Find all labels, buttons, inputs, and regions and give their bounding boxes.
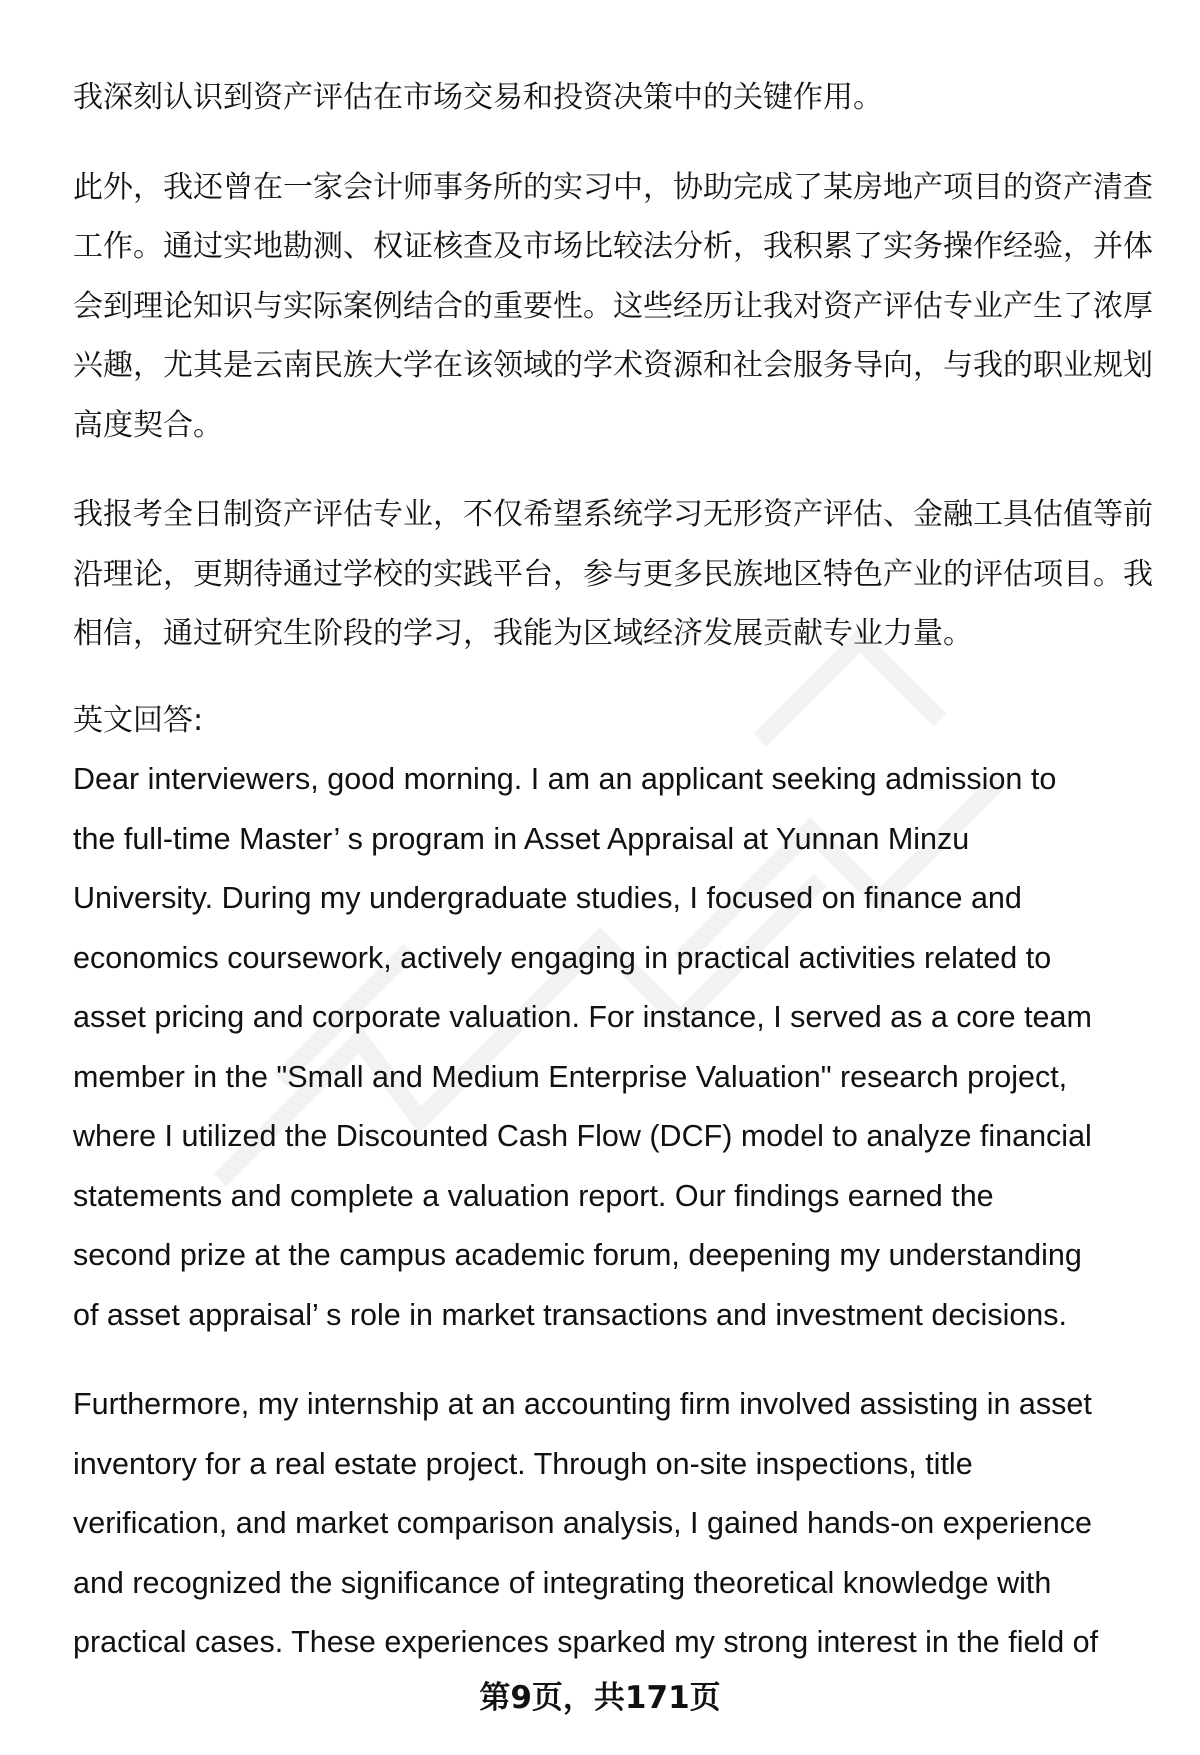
- text-line: University. During my undergraduate studies, I focused on finance and: [73, 881, 1022, 915]
- text-line: practical cases. These experiences sparked my strong interest in the field of: [73, 1625, 1099, 1659]
- text-line: 此外，我还曾在一家会计师事务所的实习中，协助完成了某房地产项目的资产清查: [73, 169, 1153, 205]
- text-line: statements and complete a valuation report. Our findings earned the: [73, 1178, 994, 1213]
- text-line: Dear interviewers, good morning. I am an applicant seeking admission to: [73, 762, 1057, 796]
- text-line: of asset appraisal’ s role in market transactions and investment decisions.: [73, 1297, 1067, 1332]
- text-line: 高度契合。: [73, 407, 223, 443]
- english-answer-label: 英文回答:: [73, 702, 204, 738]
- text-line: 我深刻认识到资产评估在市场交易和投资决策中的关键作用。: [73, 80, 883, 115]
- text-line: 相信，通过研究生阶段的学习，我能为区域经济发展贡献专业力量。: [73, 616, 973, 651]
- text-line: 兴趣，尤其是云南民族大学在该领域的学术资源和社会服务导向，与我的职业规划: [73, 348, 1153, 383]
- paragraph-internship-cn: [73, 158, 1153, 456]
- text-line: and recognized the significance of integrating theoretical knowledge with: [73, 1565, 1052, 1600]
- text-line: 工作。通过实地勘测、权证核查及市场比较法分析，我积累了实务操作经验，并体: [73, 229, 1153, 264]
- text-line: 沿理论，更期待通过学校的实践平台，参与更多民族地区特色产业的评估项目。我: [73, 556, 1153, 592]
- text-line: second prize at the campus academic forum, deepening my understanding: [73, 1238, 1082, 1272]
- text-line: asset pricing and corporate valuation. For instance, I served as a core team: [73, 1000, 1092, 1034]
- page-number-footer: 第9页，共171页: [479, 1680, 721, 1716]
- text-line: 会到理论知识与实际案例结合的重要性。这些经历让我对资产评估专业产生了浓厚: [73, 288, 1153, 324]
- text-line: economics coursework, actively engaging in practical activities related to: [73, 940, 1052, 975]
- text-line: inventory for a real estate project. Through on-site inspections, title: [73, 1446, 973, 1481]
- document-body: [73, 68, 1153, 1673]
- paragraph-goals-cn: [73, 485, 1153, 664]
- text-line: where I utilized the Discounted Cash Flow (DCF) model to analyze financial: [73, 1119, 1092, 1153]
- text-line: 我报考全日制资产评估专业，不仅希望系统学习无形资产评估、金融工具估值等前: [73, 497, 1153, 532]
- paragraph-english-answer: [73, 691, 1153, 1346]
- text-line: verification, and market comparison analysis, I gained hands-on experience: [73, 1506, 1092, 1540]
- paragraph-intro: [73, 68, 1153, 128]
- paragraph-english-internship: [73, 1375, 1153, 1673]
- text-line: the full-time Master’ s program in Asset Appraisal at Yunnan Minzu: [73, 821, 970, 856]
- text-line: Furthermore, my internship at an accounting firm involved assisting in asset: [73, 1387, 1092, 1421]
- text-line: member in the "Small and Medium Enterprise Valuation" research project,: [73, 1059, 1068, 1094]
